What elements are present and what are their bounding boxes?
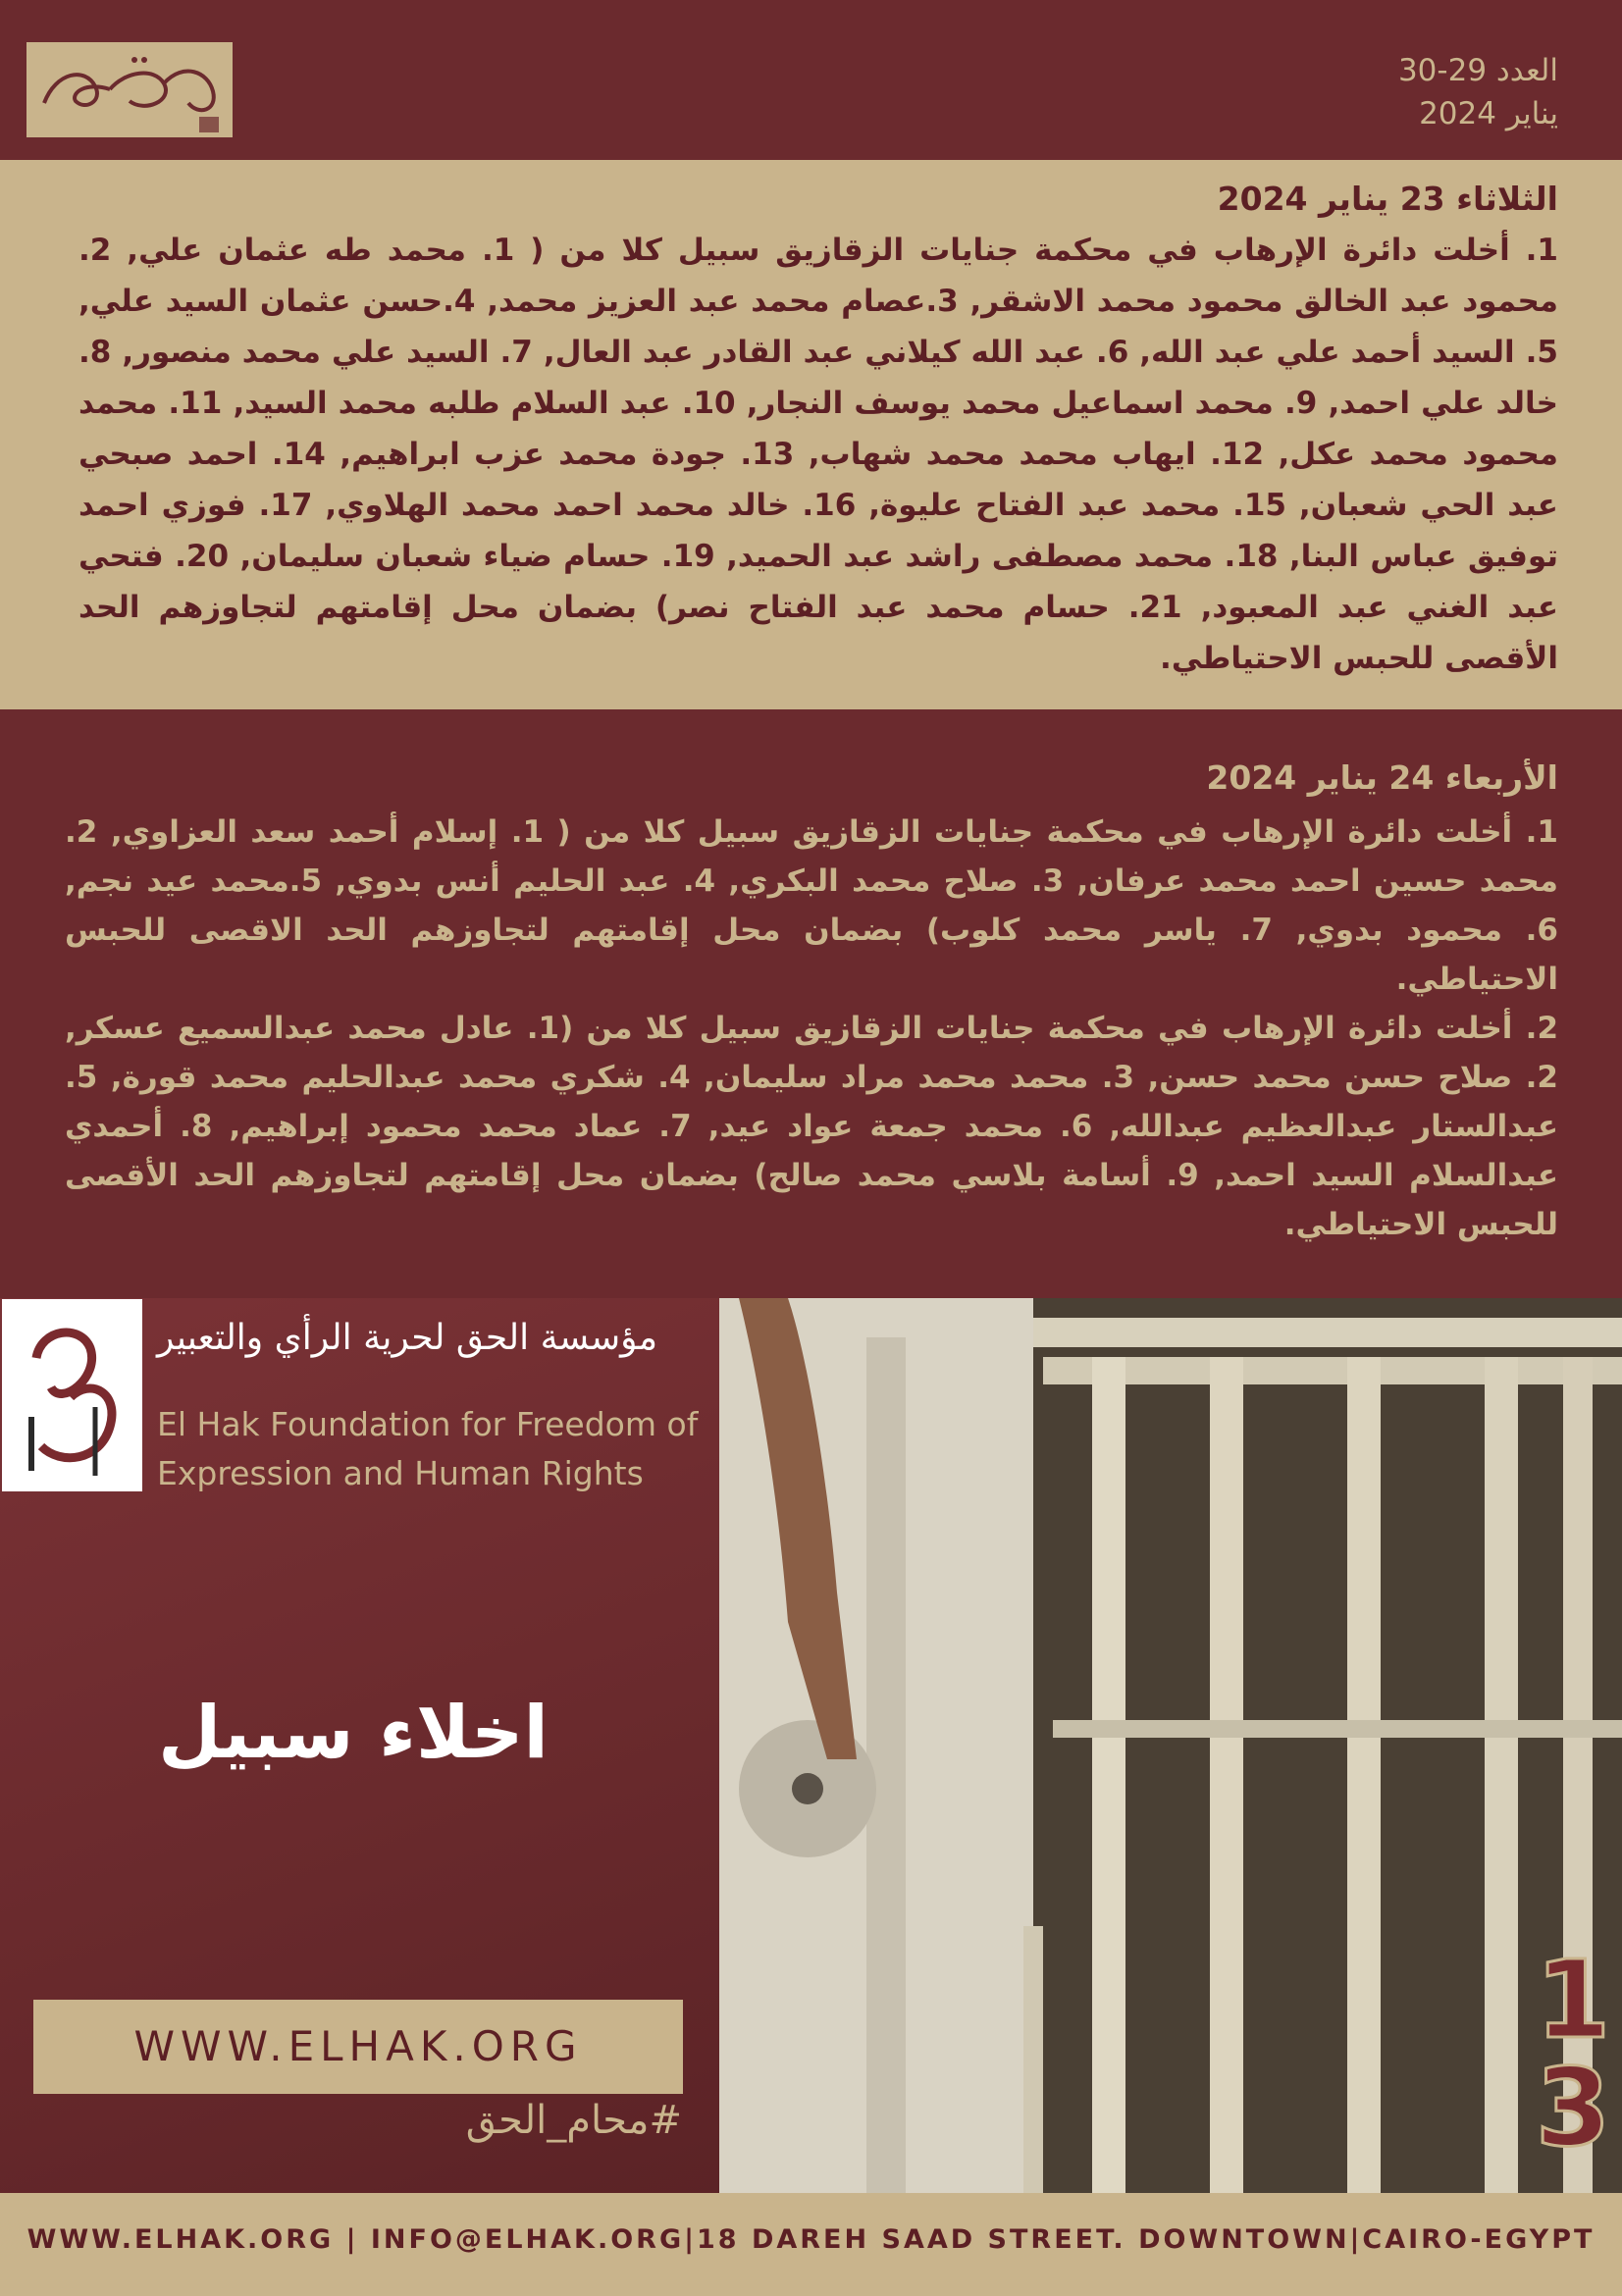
website-link[interactable]: WWW.ELHAK.ORG [33, 2000, 683, 2094]
section-january-23 [0, 160, 1622, 709]
section-date: الثلاثاء 23 يناير 2024 [1217, 180, 1558, 218]
section-january-24 [0, 709, 1622, 1298]
page-number-top: 1 [1535, 1937, 1611, 2062]
issue-date: يناير 2024 [1419, 96, 1558, 131]
section-date: الأربعاء 24 يناير 2024 [1206, 758, 1558, 797]
foundation-logo-icon [2, 1299, 142, 1491]
paragraph: 2. أخلت دائرة الإرهاب في محكمة جنايات الزقازيق سبيل كلا من (1. عادل محمد عبدالسميع عسكر, 2. صلاح حسن محمد حسن, 3. محمد محمد مراد سليمان, 4. شكري محمد عبدالحليم محمد قورة, 5. عبدالستار عبدالعظيم عبدالله, 6. محمد جمعة عواد عيد, 7. عماد محمد محمود إبراهيم, 8. أحمدي عبدالسلام السيد احمد, 9. أسامة بلاسي محمد صالح) بضمان محل إقامتهم لتجاوزهم الحد الأقصى للحبس الاحتياطي. [65, 1011, 1559, 1242]
issue-number: العدد 29-30 [1397, 53, 1558, 88]
footer [0, 2193, 1622, 2296]
prison-door-illustration [719, 1298, 1622, 2193]
header [0, 0, 1622, 157]
hashtag: #محام_الحق [465, 2098, 682, 2143]
issue-info [1166, 49, 1558, 135]
foundation-name-english [157, 1400, 706, 1498]
footer-contact: WWW.ELHAK.ORG | INFO@ELHAK.ORG|18 DAREH SAAD STREET. DOWNTOWN|CAIRO-EGYPT [26, 2224, 1596, 2255]
logo [26, 42, 233, 137]
prison-bars-photo [719, 1298, 1622, 2193]
page-number-bottom: 3 [1535, 2045, 1611, 2170]
foundation-logo [2, 1299, 142, 1491]
foundation-name-arabic: مؤسسة الحق لحرية الرأي والتعبير [157, 1318, 658, 1358]
section-text [65, 808, 1558, 1249]
paragraph: 1. أخلت دائرة الإرهاب في محكمة جنايات الزقازيق سبيل كلا من ( 1. إسلام أحمد سعد العزاوي, 2. محمد حسين احمد محمد عرفان, 3. صلاح محمد البكري, 4. عبد الحليم أنس بدوي, 5.محمد عيد نجم, 6. محمود بدوي, 7. ياسر محمد كلوب) بضمان محل إقامتهم لتجاوزهم الحد الاقصى للحبس الاحتياطي. [65, 814, 1558, 997]
section-text: 1. أخلت دائرة الإرهاب في محكمة جنايات الزقازيق سبيل كلا من ( 1. محمد طه عثمان علي, 2. محمود عبد الخالق محمود محمد الاشقر, 3.عصام محمد عبد العزيز محمد, 4.حسن عثمان السيد علي, 5. السيد أحمد علي عبد الله, 6. عبد الله كيلاني عبد القادر عبد العال, 7. السيد علي محمد منصور, 8. خالد علي احمد, 9. محمد اسماعيل محمد يوسف النجار, 10. عبد السلام طلبه محمد السيد, 11. محمد محمود محمد عكل, 12. ايهاب محمد محمد شهاب, 13. جودة محمد عزب ابراهيم, 14. احمد صبحي عبد الحي شعبان, 15. محمد عبد الفتاح عليوة, 16. خالد محمد احمد محمد الهلاوي, 17. فوزي احمد توفيق عباس البنا, 18. محمد مصطفى راشد عبد الحميد, 19. حسام ضياء شعبان سليمان, 20. فتحي عبد الغني عبد المعبود, 21. حسام محمد عبد الفتاح نصر) بضمان محل إقامتهم لتجاوزهم الحد الأقصى للحبس الاحتياطي. [78, 233, 1558, 676]
foundation-name-line2: Expression and Human Rights [157, 1454, 644, 1492]
foundation-name-line1: El Hak Foundation for Freedom of [157, 1405, 699, 1443]
banner-section [0, 1298, 1622, 2193]
banner-title: اخلاء سبيل [158, 1691, 549, 1775]
logo-calligraphy-icon [26, 42, 233, 137]
